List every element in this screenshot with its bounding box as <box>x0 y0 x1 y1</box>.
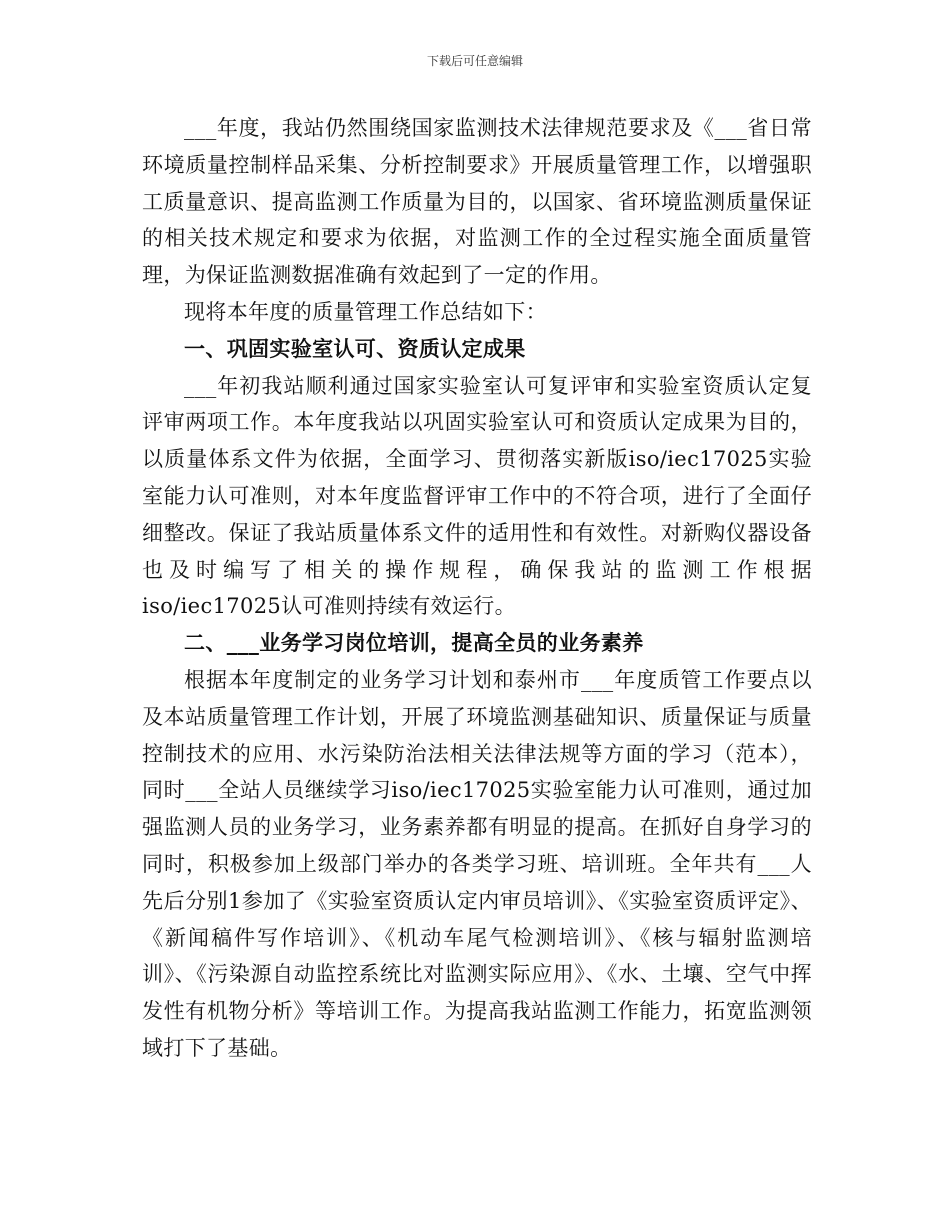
document-body <box>142 110 812 1067</box>
paragraph-section-1: ___年初我站顺利通过国家实验室认可复评审和实验室资质认定复评审两项工作。本年度我站以巩固实验室认可和资质认定成果为目的，以质量体系文件为依据，全面学习、贯彻落实新版iso/iec17025实验室能力认可准则，对本年度监督评审工作中的不符合项，进行了全面仔细整改。保证了我站质量体系文件的适用性和有效性。对新购仪器设备也及时编写了相关的操作规程，确保我站的监测工作根据iso/iec17025认可准则持续有效运行。 <box>142 373 812 619</box>
section-heading-1: 一、巩固实验室认可、资质认定成果 <box>184 335 526 361</box>
paragraph-summary-lead: 现将本年度的质量管理工作总结如下： <box>184 299 547 324</box>
paragraph-section-2: 根据本年度制定的业务学习计划和泰州市___年度质管工作要点以及本站质量管理工作计划，开展了环境监测基础知识、质量保证与质量控制技术的应用、水污染防治法相关法律法规等方面的学习（范本），同时___全站人员继续学习iso/iec17025实验室能力认可准则，通过加强监测人员的业务学习，业务素养都有明显的提高。在抓好自身学习的同时，积极参加上级部门举办的各类学习班、培训班。全年共有___人先后分别1参加了《实验室资质认定内审员培训》、《实验室资质评定》、《新闻稿件写作培训》、《机动车尾气检测培训》、《核与辐射监测培训》、《污染源自动监控系统比对监测实际应用》、《水、土壤、空气中挥发性有机物分析》等培训工作。为提高我站监测工作能力，拓宽监测领域打下了基础。 <box>142 667 812 1060</box>
page-header: 下载后可任意编辑 <box>426 54 523 68</box>
paragraph-intro: ___年度，我站仍然围绕国家监测技术法律规范要求及《___省日常环境质量控制样品采集、分析控制要求》开展质量管理工作，以增强职工质量意识、提高监测工作质量为目的，以国家、省环境监测质量保证的相关技术规定和要求为依据，对监测工作的全过程实施全面质量管理，为保证监测数据准确有效起到了一定的作用。 <box>142 116 812 288</box>
section-heading-2: 二、___业务学习岗位培训，提高全员的业务素养 <box>184 630 644 656</box>
